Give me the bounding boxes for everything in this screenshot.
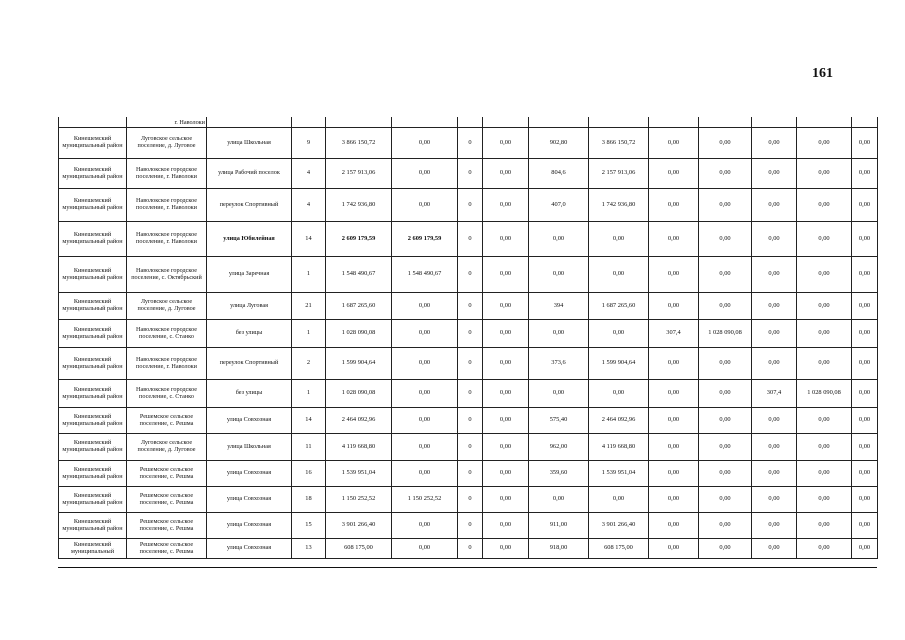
cell-district: Кинешемский муниципальный район: [59, 408, 127, 434]
cell-street: улица Луговая: [207, 293, 292, 320]
cell-empty: [207, 117, 292, 128]
cell-total-cost: 1 150 252,52: [326, 487, 392, 513]
cell-house-number: 16: [292, 461, 326, 487]
cell-col-15: 0,00: [852, 434, 878, 461]
cell-col-8: 0,00: [483, 348, 529, 380]
table-row: [59, 320, 878, 348]
table-row-continued: [59, 117, 878, 128]
cell-house-number: 1: [292, 257, 326, 293]
cell-col-11: 0,00: [649, 380, 699, 408]
cell-col-15: 0,00: [852, 461, 878, 487]
cell-col-8: 0,00: [483, 539, 529, 559]
cell-col-11: 0,00: [649, 487, 699, 513]
cell-settlement: Наволокское городское поселение, с. Октябрьский: [127, 257, 207, 293]
cell-street: переулок Спортивный: [207, 348, 292, 380]
cell-col-9: 918,00: [529, 539, 589, 559]
table-row: [59, 189, 878, 222]
cell-col-9: 0,00: [529, 257, 589, 293]
cell-street: переулок Спортивный: [207, 189, 292, 222]
cell-col-13: 0,00: [752, 189, 797, 222]
cell-house-number: 11: [292, 434, 326, 461]
cell-col-9: 407,0: [529, 189, 589, 222]
table-row: [59, 348, 878, 380]
cell-col-9: 359,60: [529, 461, 589, 487]
cell-col-14: 0,00: [797, 320, 852, 348]
cell-col-8: 0,00: [483, 513, 529, 539]
cell-col-14: 0,00: [797, 222, 852, 257]
cell-total-cost: 4 119 668,80: [326, 434, 392, 461]
cell-settlement: Луговское сельское поселение, д. Луговое: [127, 128, 207, 159]
cell-total-cost: 2 464 092,96: [326, 408, 392, 434]
cell-empty: [529, 117, 589, 128]
cell-total-cost: 1 548 490,67: [326, 257, 392, 293]
cell-total-cost: 1 742 936,80: [326, 189, 392, 222]
cell-street: без улицы: [207, 380, 292, 408]
cell-col-7: 0: [458, 189, 483, 222]
cell-col-9: 902,80: [529, 128, 589, 159]
table-row: [59, 461, 878, 487]
cell-house-number: 9: [292, 128, 326, 159]
cell-col-6: 0,00: [392, 189, 458, 222]
table-row: [59, 128, 878, 159]
cell-col-6: 0,00: [392, 539, 458, 559]
cell-col-11: 0,00: [649, 189, 699, 222]
cell-col-12: 0,00: [699, 189, 752, 222]
cell-col-6: 0,00: [392, 461, 458, 487]
cell-col-15: 0,00: [852, 380, 878, 408]
cell-house-number: 2: [292, 348, 326, 380]
cell-col-10: 4 119 668,80: [589, 434, 649, 461]
cell-col-11: 0,00: [649, 293, 699, 320]
cell-settlement: Решемское сельское поселение, с. Решма: [127, 539, 207, 559]
cell-col-11: 0,00: [649, 461, 699, 487]
cell-col-11: 0,00: [649, 513, 699, 539]
cell-col-15: 0,00: [852, 487, 878, 513]
table-row: [59, 487, 878, 513]
cell-house-number: 4: [292, 159, 326, 189]
cell-empty: [458, 117, 483, 128]
cell-col-7: 0: [458, 487, 483, 513]
cell-street: улица Школьная: [207, 434, 292, 461]
cell-col-8: 0,00: [483, 159, 529, 189]
cell-street: улица Школьная: [207, 128, 292, 159]
cell-district: Кинешемский муниципальный район: [59, 189, 127, 222]
cell-col-10: 0,00: [589, 222, 649, 257]
cell-col-15: 0,00: [852, 513, 878, 539]
cell-street: улица Рабочий поселок: [207, 159, 292, 189]
cell-col-12: 0,00: [699, 461, 752, 487]
cell-street: улица Совхозная: [207, 539, 292, 559]
cell-col-11: 0,00: [649, 434, 699, 461]
cell-col-13: 0,00: [752, 320, 797, 348]
cell-settlement: Решемское сельское поселение, с. Решма: [127, 513, 207, 539]
cell-col-11: 0,00: [649, 222, 699, 257]
cell-col-10: 0,00: [589, 257, 649, 293]
cell-col-10: 608 175,00: [589, 539, 649, 559]
cell-col-14: 0,00: [797, 434, 852, 461]
cell-district: Кинешемский муниципальный район: [59, 293, 127, 320]
cell-col-9: 373,6: [529, 348, 589, 380]
cell-district: Кинешемский муниципальный район: [59, 434, 127, 461]
cell-col-12: 0,00: [699, 539, 752, 559]
cell-col-13: 0,00: [752, 159, 797, 189]
cell-col-6: 2 609 179,59: [392, 222, 458, 257]
table-row: [59, 380, 878, 408]
table-row: [59, 539, 878, 559]
cell-empty: [752, 117, 797, 128]
cell-col-13: 0,00: [752, 513, 797, 539]
cell-col-15: 0,00: [852, 293, 878, 320]
cell-col-15: 0,00: [852, 348, 878, 380]
cell-total-cost: 1 599 904,64: [326, 348, 392, 380]
cell-district: Кинешемский муниципальный: [59, 539, 127, 559]
cell-col-15: 0,00: [852, 189, 878, 222]
cell-col-10: 0,00: [589, 320, 649, 348]
cell-col-15: 0,00: [852, 408, 878, 434]
cell-settlement: Решемское сельское поселение, с. Решма: [127, 408, 207, 434]
cell-house-number: 4: [292, 189, 326, 222]
cell-col-7: 0: [458, 461, 483, 487]
cell-col-7: 0: [458, 434, 483, 461]
cell-district: Кинешемский муниципальный район: [59, 348, 127, 380]
cell-col-8: 0,00: [483, 222, 529, 257]
cell-empty: [292, 117, 326, 128]
cell-col-11: 0,00: [649, 128, 699, 159]
cell-street: улица Совхозная: [207, 408, 292, 434]
cell-district: Кинешемский муниципальный район: [59, 487, 127, 513]
cell-col-14: 0,00: [797, 487, 852, 513]
cell-col-7: 0: [458, 293, 483, 320]
cell-total-cost: 2 157 913,06: [326, 159, 392, 189]
cell-street: без улицы: [207, 320, 292, 348]
cell-col-13: 0,00: [752, 348, 797, 380]
page-number: 161: [812, 66, 833, 81]
cell-col-7: 0: [458, 513, 483, 539]
cell-settlement: Луговское сельское поселение, д. Луговое: [127, 293, 207, 320]
cell-district: Кинешемский муниципальный район: [59, 320, 127, 348]
cell-col-10: 0,00: [589, 380, 649, 408]
cell-col-9: 394: [529, 293, 589, 320]
cell-house-number: 1: [292, 380, 326, 408]
cell-col-7: 0: [458, 128, 483, 159]
cell-total-cost: 1 028 090,08: [326, 320, 392, 348]
cell-total-cost: 1 028 090,08: [326, 380, 392, 408]
cell-col-15: 0,00: [852, 257, 878, 293]
cell-house-number: 13: [292, 539, 326, 559]
cell-col-9: 0,00: [529, 487, 589, 513]
table-row: [59, 257, 878, 293]
cell-col-13: 0,00: [752, 434, 797, 461]
cell-col-6: 0,00: [392, 159, 458, 189]
table-row: [59, 159, 878, 189]
cell-street: улица Заречная: [207, 257, 292, 293]
cell-col-13: 0,00: [752, 408, 797, 434]
table-row: [59, 408, 878, 434]
cell-col-8: 0,00: [483, 320, 529, 348]
cell-settlement: г. Наволоки: [127, 117, 207, 128]
cell-col-8: 0,00: [483, 189, 529, 222]
cell-col-13: 307,4: [752, 380, 797, 408]
table-row: [59, 293, 878, 320]
cell-col-15: 0,00: [852, 159, 878, 189]
cell-col-13: 0,00: [752, 461, 797, 487]
cell-col-14: 1 028 090,08: [797, 380, 852, 408]
cell-col-7: 0: [458, 222, 483, 257]
cell-col-10: 1 687 265,60: [589, 293, 649, 320]
cell-col-7: 0: [458, 539, 483, 559]
cell-col-10: 3 901 266,40: [589, 513, 649, 539]
cell-col-11: 0,00: [649, 539, 699, 559]
cell-col-6: 0,00: [392, 128, 458, 159]
cell-col-12: 1 028 090,08: [699, 320, 752, 348]
cell-settlement: Луговское сельское поселение, д. Луговое: [127, 434, 207, 461]
cell-col-15: 0,00: [852, 222, 878, 257]
cell-col-9: 575,40: [529, 408, 589, 434]
cell-house-number: 18: [292, 487, 326, 513]
table-row: [59, 434, 878, 461]
cell-empty: [589, 117, 649, 128]
cell-street: улица Совхозная: [207, 487, 292, 513]
cell-col-6: 0,00: [392, 513, 458, 539]
cell-col-7: 0: [458, 380, 483, 408]
cell-district: Кинешемский муниципальный район: [59, 159, 127, 189]
cell-col-8: 0,00: [483, 461, 529, 487]
table-row: [59, 222, 878, 257]
cell-col-12: 0,00: [699, 128, 752, 159]
cell-col-13: 0,00: [752, 257, 797, 293]
cell-col-10: 2 464 092,96: [589, 408, 649, 434]
cell-empty: [392, 117, 458, 128]
cell-col-7: 0: [458, 159, 483, 189]
cell-col-8: 0,00: [483, 380, 529, 408]
cell-col-14: 0,00: [797, 293, 852, 320]
cell-col-8: 0,00: [483, 257, 529, 293]
cell-col-7: 0: [458, 348, 483, 380]
cell-col-12: 0,00: [699, 348, 752, 380]
cell-col-10: 0,00: [589, 487, 649, 513]
cell-col-12: 0,00: [699, 408, 752, 434]
cell-col-11: 0,00: [649, 408, 699, 434]
cell-street: улица Совхозная: [207, 461, 292, 487]
cell-col-12: 0,00: [699, 293, 752, 320]
cell-col-12: 0,00: [699, 487, 752, 513]
cell-district: [59, 117, 127, 128]
cell-col-14: 0,00: [797, 257, 852, 293]
cell-district: Кинешемский муниципальный район: [59, 513, 127, 539]
cell-total-cost: 608 175,00: [326, 539, 392, 559]
cell-col-8: 0,00: [483, 408, 529, 434]
cell-col-6: 0,00: [392, 380, 458, 408]
table-bottom-rule: [58, 567, 877, 568]
cell-col-10: 1 599 904,64: [589, 348, 649, 380]
cell-empty: [483, 117, 529, 128]
cell-col-13: 0,00: [752, 222, 797, 257]
cell-settlement: Наволокское городское поселение, г. Наволоки: [127, 189, 207, 222]
cell-empty: [852, 117, 878, 128]
cell-col-8: 0,00: [483, 434, 529, 461]
cell-col-14: 0,00: [797, 408, 852, 434]
cell-col-10: 2 157 913,06: [589, 159, 649, 189]
cell-col-6: 0,00: [392, 320, 458, 348]
cell-col-7: 0: [458, 257, 483, 293]
cell-empty: [649, 117, 699, 128]
table-row: [59, 513, 878, 539]
cell-col-6: 0,00: [392, 408, 458, 434]
cell-total-cost: 1 539 951,04: [326, 461, 392, 487]
cell-col-14: 0,00: [797, 513, 852, 539]
cell-col-15: 0,00: [852, 128, 878, 159]
cell-col-11: 0,00: [649, 257, 699, 293]
cell-street: улица Юбилейная: [207, 222, 292, 257]
cell-col-14: 0,00: [797, 159, 852, 189]
register-table: [58, 117, 878, 559]
cell-col-13: 0,00: [752, 539, 797, 559]
cell-col-6: 1 548 490,67: [392, 257, 458, 293]
cell-col-7: 0: [458, 320, 483, 348]
cell-col-12: 0,00: [699, 222, 752, 257]
cell-house-number: 21: [292, 293, 326, 320]
cell-col-9: 0,00: [529, 380, 589, 408]
cell-col-11: 0,00: [649, 348, 699, 380]
cell-col-12: 0,00: [699, 380, 752, 408]
cell-house-number: 14: [292, 222, 326, 257]
cell-total-cost: 3 901 266,40: [326, 513, 392, 539]
table-body: [59, 117, 878, 559]
cell-col-12: 0,00: [699, 257, 752, 293]
cell-house-number: 1: [292, 320, 326, 348]
cell-total-cost: 3 866 150,72: [326, 128, 392, 159]
cell-col-14: 0,00: [797, 189, 852, 222]
cell-col-10: 3 866 150,72: [589, 128, 649, 159]
cell-col-6: 1 150 252,52: [392, 487, 458, 513]
cell-col-7: 0: [458, 408, 483, 434]
cell-col-13: 0,00: [752, 128, 797, 159]
cell-col-12: 0,00: [699, 513, 752, 539]
cell-col-10: 1 539 951,04: [589, 461, 649, 487]
cell-col-9: 0,00: [529, 222, 589, 257]
cell-settlement: Решемское сельское поселение, с. Решма: [127, 487, 207, 513]
cell-col-15: 0,00: [852, 320, 878, 348]
cell-col-8: 0,00: [483, 293, 529, 320]
cell-empty: [797, 117, 852, 128]
cell-col-9: 0,00: [529, 320, 589, 348]
cell-col-14: 0,00: [797, 539, 852, 559]
cell-col-14: 0,00: [797, 128, 852, 159]
cell-col-13: 0,00: [752, 293, 797, 320]
cell-house-number: 15: [292, 513, 326, 539]
cell-col-11: 307,4: [649, 320, 699, 348]
cell-col-14: 0,00: [797, 348, 852, 380]
cell-col-8: 0,00: [483, 487, 529, 513]
cell-house-number: 14: [292, 408, 326, 434]
cell-col-10: 1 742 936,80: [589, 189, 649, 222]
cell-empty: [699, 117, 752, 128]
cell-col-11: 0,00: [649, 159, 699, 189]
cell-col-9: 804,6: [529, 159, 589, 189]
cell-total-cost: 2 609 179,59: [326, 222, 392, 257]
cell-street: улица Совхозная: [207, 513, 292, 539]
cell-settlement: Наволокское городское поселение, г. Наволоки: [127, 348, 207, 380]
cell-settlement: Наволокское городское поселение, г. Наволоки: [127, 159, 207, 189]
cell-col-13: 0,00: [752, 487, 797, 513]
cell-total-cost: 1 687 265,60: [326, 293, 392, 320]
cell-col-12: 0,00: [699, 159, 752, 189]
cell-district: Кинешемский муниципальный район: [59, 222, 127, 257]
cell-district: Кинешемский муниципальный район: [59, 128, 127, 159]
cell-col-12: 0,00: [699, 434, 752, 461]
cell-col-14: 0,00: [797, 461, 852, 487]
cell-district: Кинешемский муниципальный район: [59, 257, 127, 293]
cell-district: Кинешемский муниципальный район: [59, 461, 127, 487]
cell-col-6: 0,00: [392, 434, 458, 461]
cell-col-9: 911,00: [529, 513, 589, 539]
cell-settlement: Наволокское городское поселение, г. Наволоки: [127, 222, 207, 257]
cell-empty: [326, 117, 392, 128]
cell-col-15: 0,00: [852, 539, 878, 559]
cell-settlement: Наволокское городское поселение, с. Станко: [127, 380, 207, 408]
cell-district: Кинешемский муниципальный район: [59, 380, 127, 408]
cell-col-9: 962,00: [529, 434, 589, 461]
cell-col-6: 0,00: [392, 293, 458, 320]
cell-settlement: Наволокское городское поселение, с. Станко: [127, 320, 207, 348]
cell-col-8: 0,00: [483, 128, 529, 159]
cell-settlement: Решемское сельское поселение, с. Решма: [127, 461, 207, 487]
cell-col-6: 0,00: [392, 348, 458, 380]
